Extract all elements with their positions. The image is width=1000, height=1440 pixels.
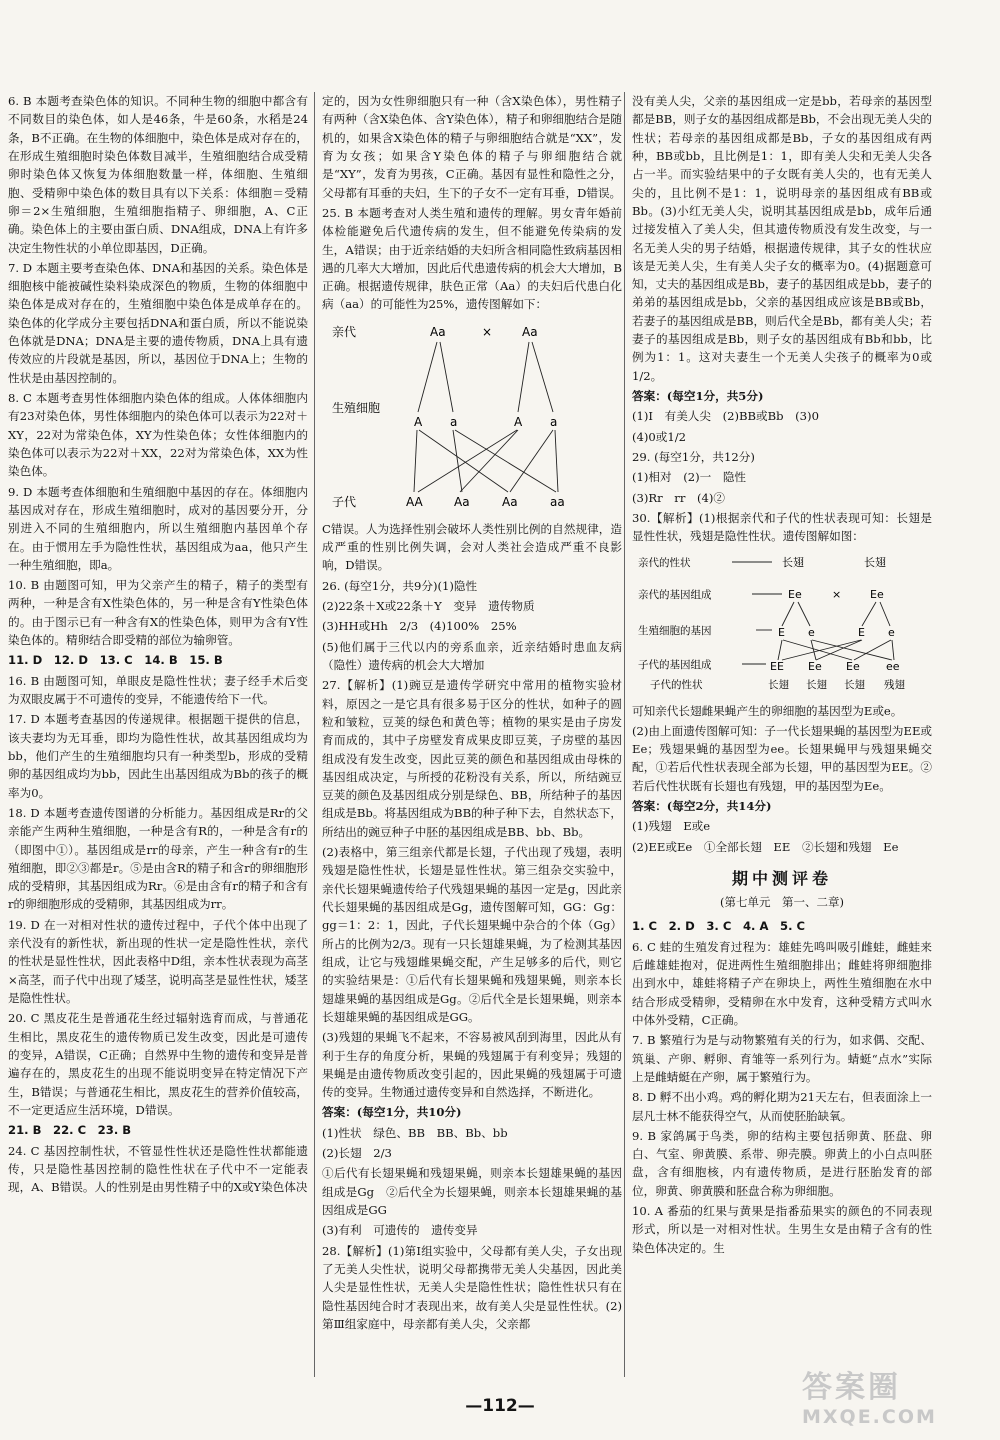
answer-27-line: (1)性状 绿色、BB BB、Bb、bb (322, 1125, 508, 1140)
answer-27: 27.【解析】(1)豌豆是遗传学研究中常用的植物实验材料，原因之一是它具有很多易于区分的性状，如种子的圆粒和皱粒，豆荚的绿色和黄色等；植物的果实是由子房发育而成的，其中子房壁发育成果皮即豆荚，子房壁的基因组成没有发生改变，因此豆荚的颜色和基因组成由母株的基因组成决定，与所授的花粉没有关系，所以，所结豌豆豆荚的颜色及基因组成分别是绿色、BB，所结种子的基因组成是Bb。将基因组成为BB的种子种下去，自然状态下，所结出的豌豆种子中胚的基因组成是BB、bb、Bb。 (322, 678, 622, 839)
diagram-row-label: 生殖细胞的基因 (638, 624, 712, 637)
answer-25-cont: C错误。人为选择性别会破坏人类性别比例的自然规律，造成严重的性别比例失调，会对人类社会造成严重不良影响，D错误。 (322, 521, 622, 573)
section-title: 期中测评卷 (731, 869, 832, 888)
answer-10: 10. B 由题图可知，甲为父亲产生的精子，精子的类型有两种，一种是含有X性染色体的，另一种是含有Y性染色体的。由于图示已有一种含有X的性染色体，则甲为含有Y性染色体的。精卵结合即受精的部位为输卵管。 (8, 578, 308, 648)
answer-24-cont: 定的，因为女性卵细胞只有一种（含X染色体），男性精子有两种（含X染色体、含Y染色体），精子和卵细胞结合是随机的，如果含X染色体的精子与卵细胞结合就是“XX”，发育为女孩；如果含Y染色体的精子与卵细胞结合就是“XY”，发育为男孩，C正确。基因有显性和隐性之分，父母都有耳垂的夫妇，生下的子女不一定有耳垂，D错误。 (322, 94, 622, 200)
diagram-row-label: 子代的性状 (650, 678, 703, 691)
answer-17: 17. D 本题考查基因的传递规律。根据题干提供的信息，该夫妻均为无耳垂，即均为隐性性状，故其基因组成均为bb，他们产生的生殖细胞均只有一种类型b，形成的受精卵的基因组成均为bb，因此生出基因组成为Bb的孩子的概率为0。 (8, 712, 308, 800)
answer-20: 20. C 黑皮花生是普通花生经过辐射选育而成，与普通花生相比，黑皮花生的遗传物质已发生改变，因此是可遗传的变异，A错误，C正确；自然界中生物的遗传和变异是普遍存在的，黑皮花生的出现不能说明变异在特定情况下产生，B错误；与普通花生相比，黑皮花生的营养价值较高，不一定更适应生活环境，D错误。 (8, 1011, 308, 1117)
answer-8: 8. C 本题考查男性体细胞内染色体的组成。人体体细胞内有23对染色体，男性体细胞内的染色体可以表示为22对＋XY，22对为常染色体，XY为性染色体；女性体细胞内的染色体可以表示为22对＋XX，22对为常染色体，XX为性染色体。 (8, 391, 308, 479)
column-middle (322, 92, 622, 1335)
watermark-logo (802, 1362, 992, 1434)
albinism-cross-diagram (322, 316, 622, 516)
parent-genotype: Ee (788, 587, 802, 601)
answer-19: 19. D 在一对相对性状的遗传过程中，子代个体中出现了亲代没有的新性状，新出现的性状一定是隐性性状，亲代的性状是显性性状，因此表格中D组，亲本性状表现为高茎×高茎，而子代中出现了矮茎，说明高茎是显性性状，矮茎是隐性性状。 (8, 917, 308, 1005)
answer-27-line: (2)表格中，第三组亲代都是长翅，子代出现了残翅，表明残翅是隐性性状，长翅是显性性状。第三组杂交实验中，亲代长翅果蝇遗传给子代残翅果蝇的基因一定是g，因此亲代长翅果蝇的基因组成是Gg，遗传图解可知，GG：Gg：gg＝1：2：1，因此，子代长翅果蝇中杂合的个体（Gg）所占的比例为2/3。现有一只长翅雄果蝇，为了检测其基因组成，让它与残翅雌果蝇交配，产生足够多的后代，则它的实验结果是：①后代有长翅果蝇和残翅果蝇，则亲本长翅雄果蝇的基因组成是Gg。②后代全是长翅果蝇，则亲本长翅雄果蝇的基因组成是GG。 (322, 845, 622, 1024)
midterm-answer-9: 9. B 家鸽属于鸟类，卵的结构主要包括卵黄、胚盘、卵白、气室、卵黄膜、系带、卵壳膜。卵黄上的小白点叫胚盘，含有细胞核，内有遗传物质，是进行胚胎发育的部位，卵黄、卵黄膜和胚盘合称为卵细胞。 (632, 1128, 932, 1198)
answer-30-line: (2)EE或Ee ①全部长翅 EE ②长翅和残翅 Ee (632, 839, 899, 854)
answer-9: 9. D 本题考查体细胞和生殖细胞中基因的存在。体细胞内基因成对存在，形成生殖细胞时，成对的基因要分开，分别进入不同的生殖细胞内，所以生殖细胞内基因单个存在。由于惯用左手为隐性性状，基因组成为aa，他只产生一种生殖细胞，即a。 (8, 484, 308, 572)
answer-27-line: (2)长翅 2/3 (322, 1146, 392, 1161)
parent-trait: 长翅 (864, 555, 886, 569)
diagram-row-label: 亲代的性状 (638, 556, 691, 569)
answer-28: 28.【解析】(1)第Ⅰ组实验中，父母都有美人尖，子女出现了无美人尖性状，说明父母都携带无美人尖基因，因此美人尖是显性性状，无美人尖是隐性性状；隐性性状只有在隐性基因纯合时才表现出来，故有美人尖是显性性状。(2)第Ⅲ组家庭中，母亲都有美人尖，父亲都 (322, 1243, 622, 1331)
offspring-genotype: Aa (454, 494, 470, 509)
answer-28-cont: 没有美人尖，父亲的基因组成一定是bb，若母亲的基因型都是BB，则子女的基因组成都是Bb，不会出现无美人尖的性状；若母亲的基因组成都是Bb，子女的基因组成有两种，BB或bb，且比例是1：1，即有美人尖和无美人尖各占一半。而实验结果中的子女既有美人尖的，也有无美人尖的，且比例不是1：1，说明母亲的基因组成有BB或Bb。(3)小红无美人尖，说明其基因组成是bb，成年后通过接发植入了美人尖，但其遗传物质没有发生改变，与一名无美人尖的男子结婚，根据遗传规律，其子女的性状应该是无美人尖，生有美人尖子女的概率为0。(4)据题意可知，丈夫的基因组成是Bb，妻子的基因组成是bb，妻子的弟弟的基因组成是bb，父亲的基因组成应该是BB或Bb，若妻子的基因组成是BB，则后代全是Bb，都有美人尖；若妻子的基因组成是Bb，则子女的基因组成有Bb和bb，比例为1：1。这对夫妻生一个无美人尖孩子的概率为0或1/2。 (632, 94, 932, 383)
answer-26-line: (2)22条＋X或22条＋Y 变异 遗传物质 (322, 599, 535, 613)
offspring-trait: 长翅 (844, 678, 865, 691)
watermark-text: 答案圈 (802, 1370, 901, 1405)
offspring-trait: 长翅 (768, 678, 789, 691)
column-divider (314, 92, 315, 1377)
parent-trait: 长翅 (782, 555, 804, 569)
gamete: A (514, 414, 523, 429)
answer-18: 18. D 本题考查遗传图谱的分析能力。基因组成是Rr的父亲能产生两种生殖细胞，一种是含有R的，一种是含有r的（即图中①）。基因组成是rr的母亲，产生一种含有r的生殖细胞，即②③都是r。⑤是由含R的精子和含r的卵细胞形成的受精卵，其基因组成为Rr。⑥是由含有r的精子和含有r的卵细胞形成的受精卵，其基因组成为rr。 (8, 805, 308, 912)
offspring-trait: 残翅 (884, 678, 905, 691)
diagram-label-gametes: 生殖细胞 (332, 400, 381, 415)
answer-29-line: (3)Rr rr (4)② (632, 490, 725, 505)
answer-16: 16. B 由题图可知，单眼皮是隐性性状；妻子经手术后变为双眼皮属于不可遗传的变异，不能遗传给下一代。 (8, 673, 308, 706)
gamete: E (858, 625, 865, 639)
answer-27-key: 答案：(每空1分，共10分) (322, 1105, 462, 1120)
answer-26-line: (5)他们属于三代以内的旁系血亲，近亲结婚时患血友病（隐性）遗传病的机会大大增加 (322, 639, 622, 672)
diagram-row-label: 子代的基因组成 (638, 658, 712, 671)
offspring-trait: 长翅 (806, 678, 827, 691)
answer-25: 25. B 本题考查对人类生殖和遗传的理解。男女青年婚前体检能避免后代遗传病的发生，但不能避免传染病的发生，A错误；由于近亲结婚的夫妇所含相同隐性致病基因相遇的几率大大增加，因此后代患遗传病的机会大大增加，B正确。根据遗传规律，肤色正常（Aa）的夫妇后代患白化病（aa）的可能性为25%，遗传图解如下： (322, 205, 622, 312)
answer-21-23: 21. B 22. C 23. B (8, 1123, 132, 1138)
column-left (8, 92, 308, 1198)
column-right (632, 92, 932, 1259)
gamete: a (550, 414, 558, 429)
answer-27-line: (3)残翅的果蝇飞不起来，不容易被风刮到海里，因此从有利于生存的角度分析，果蝇的残翅属于有利变异；残翅的果蝇是由遗传物质改变引起的，因此果蝇的残翅属于可遗传的变异。生物通过遗传变异和自然选择，不断进化。 (322, 1030, 622, 1100)
diagram-row-label: 亲代的基因组成 (638, 588, 712, 601)
gamete: e (808, 625, 815, 639)
offspring-genotype: Ee (846, 659, 860, 673)
gamete: e (888, 625, 895, 639)
answer-30-line: (2)由上面遗传图解可知：子一代长翅果蝇的基因型为EE或Ee；残翅果蝇的基因型为ee。长翅果蝇甲与残翅果蝇交配，①若后代性状表现全部为长翅，甲的基因型为EE。②若后代性状既有长翅也有残翅，甲的基因型为Ee。 (632, 723, 933, 793)
answer-11-15: 11. D 12. D 13. C 14. B 15. B (8, 653, 223, 668)
answer-28-line: (1)Ⅰ 有美人尖 (2)BB或Bb (3)0 (632, 409, 819, 424)
answer-6: 6. B 本题考查染色体的知识。不同种生物的细胞中都含有不同数目的染色体，如人是46条，牛是60条，水稻是24条，B不正确。在生物的体细胞中，染色体是成对存在的，在形成生殖细胞时染色体数目减半，生殖细胞结合成受精卵时染色体又恢复为体细胞数量一样，体细胞、生殖细胞、受精卵中染色体的数目具有以下关系：体细胞＝受精卵＝2×生殖细胞，生殖细胞指精子、卵细胞，A、C正确。染色体上的主要由蛋白质、DNA组成，DNA上有许多决定生物性状的小单位即基因，D正确。 (8, 94, 308, 255)
midterm-answer-7: 7. B 繁殖行为是与动物繁殖有关的行为，如求偶、交配、筑巢、产卵、孵卵、育雏等一系列行为。蜻蜓“点水”实际上是雌蜻蜓在产卵，属于繁殖行为。 (632, 1033, 932, 1084)
midterm-answers-1-5: 1. C 2. D 3. C 4. A 5. C (632, 919, 806, 934)
cross-symbol: × (482, 324, 493, 339)
midterm-answer-6: 6. C 蛙的生殖发育过程为：雄蛙先鸣叫吸引雌蛙，雌蛙来后雌雄蛙抱对，促进两性生殖细胞排出；雌蛙将卵细胞排出到水中，雄蛙将精子产在卵块上，两性生殖细胞在水中结合形成受精卵，受精卵在水中发育，这种受精方式叫水中体外受精，C正确。 (632, 939, 932, 1027)
parent-genotype: Aa (522, 324, 538, 339)
answer-27-line: ①后代有长翅果蝇和残翅果蝇，则亲本长翅雄果蝇的基因组成是Gg ②后代全为长翅果蝇，则亲本长翅雄果蝇的基因组成是GG (322, 1166, 622, 1217)
offspring-genotype: ee (886, 659, 900, 673)
answer-7: 7. D 本题主要考查染色体、DNA和基因的关系。染色体是细胞核中能被碱性染料染成深色的物质，生物的体细胞中染色体是成对存在的，生殖细胞中染色体是成单存在的。染色体的化学成分主要包括DNA和蛋白质，所以不能说染色体就是DNA；DNA是主要的遗传物质，DNA上具有遗传效应的片段就是基因，所以，基因位于DNA上；生物的性状是由基因控制的。 (8, 260, 308, 385)
offspring-genotype: Ee (808, 659, 822, 673)
diagram-arrows (414, 342, 558, 492)
diagram-arrows (732, 562, 894, 664)
answer-28-line: (4)0或1/2 (632, 429, 687, 444)
answer-30-key: 答案：(每空2分，共14分) (632, 799, 772, 814)
answer-30-line: 可知亲代长翅雌果蝇产生的卵细胞的基因型为E或e。 (632, 703, 903, 718)
answer-24: 24. C 基因控制性状，不管显性性状还是隐性性状都能遗传，只是隐性基因控制的隐性性状在子代中不一定能表现，A、B错误。人的性别是由男性精子中的X或Y染色体决 (8, 1143, 308, 1195)
watermark-url: MXQE.COM (802, 1406, 937, 1428)
offspring-genotype: AA (406, 494, 423, 509)
gamete: A (414, 414, 423, 429)
offspring-genotype: aa (550, 494, 565, 509)
column-divider (624, 92, 625, 1377)
offspring-genotype: EE (770, 659, 784, 673)
answer-28-key: 答案：(每空1分，共5分) (632, 389, 764, 403)
parent-genotype: Ee (870, 587, 884, 601)
gamete: E (778, 625, 785, 639)
gamete: a (450, 414, 458, 429)
answer-27-line: (3)有利 可遗传的 遗传变异 (322, 1223, 478, 1238)
midterm-answer-10: 10. A 番茄的红果与黄果是指番茄果实的颜色的不同表现形式，所以是一对相对性状。生男生女是由精子含有的性染色体决定的。生 (632, 1204, 932, 1255)
answer-29-line: (1)相对 (2)一 隐性 (632, 470, 747, 485)
section-subtitle: (第七单元 第一、二章) (720, 895, 844, 910)
answer-29: 29. (每空1分，共12分) (632, 449, 755, 464)
answer-30: 30.【解析】(1)根据亲代和子代的性状表现可知：长翅是显性性状，残翅是隐性性状。遗传图解如图： (632, 510, 932, 544)
page-number: —112— (465, 1396, 535, 1416)
midterm-answer-8: 8. D 孵不出小鸡。鸡的孵化期为21天左右，但表面涂上一层凡士林不能获得空气，从而使胚胎缺氧。 (632, 1090, 932, 1123)
diagram-label-parents: 亲代 (332, 324, 357, 339)
offspring-genotype: Aa (502, 494, 518, 509)
parent-genotype: Aa (430, 324, 446, 339)
answer-26-line: (3)HH或Hh 2/3 (4)100% 25% (322, 619, 517, 634)
cross-symbol: × (832, 587, 842, 601)
answer-30-line: (1)残翅 E或e (632, 819, 711, 834)
wing-cross-diagram (632, 548, 932, 698)
diagram-label-offspring: 子代 (332, 494, 357, 509)
answer-26: 26. (每空1分，共9分)(1)隐性 (322, 578, 478, 593)
